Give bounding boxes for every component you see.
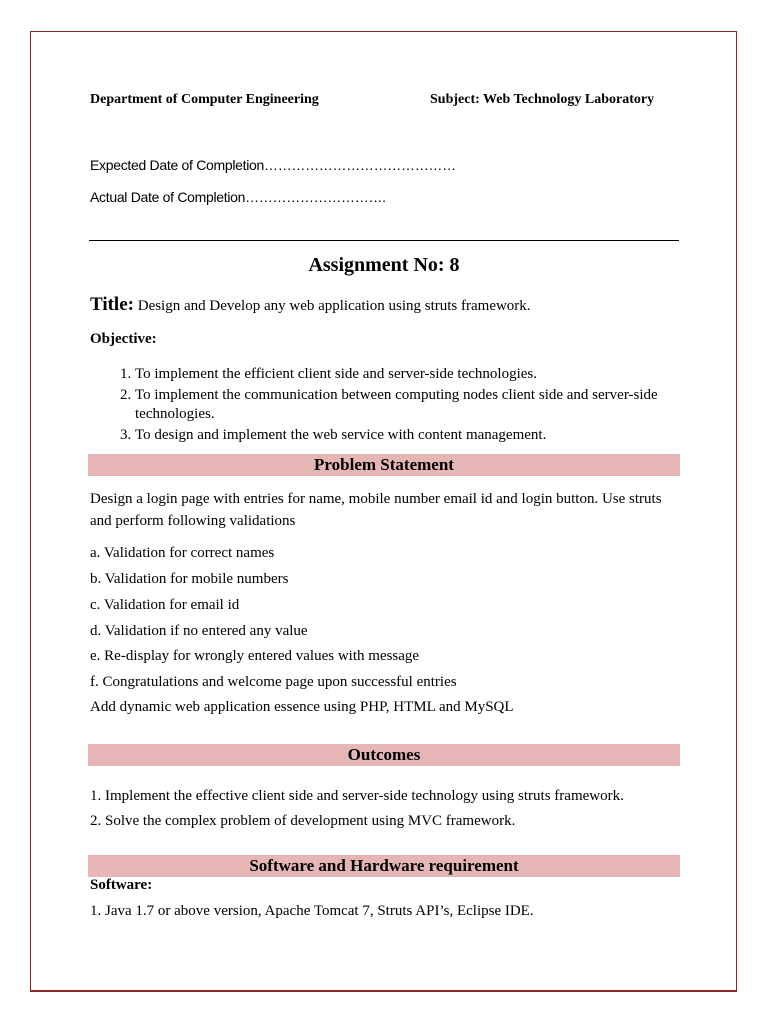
list-item: a. Validation for correct names: [90, 545, 275, 561]
problem-statement-heading: Problem Statement: [88, 454, 680, 476]
list-item: c. Validation for email id: [90, 597, 240, 613]
list-item: f. Congratulations and welcome page upon successful entries: [90, 674, 457, 690]
objective-list: [90, 365, 680, 446]
title-line: [90, 294, 531, 316]
problem-intro: Design a login page with entries for name, mobile number email id and login button. Use struts and perform following validations: [90, 491, 662, 529]
title-text: Design and Develop any web application using struts framework.: [133, 298, 531, 314]
list-item: Add dynamic web application essence using PHP, HTML and MySQL: [90, 699, 514, 715]
expected-date: Expected Date of Completion……………………………………: [90, 157, 456, 173]
assignment-number: Assignment No: 8: [308, 254, 460, 276]
list-item: b. Validation for mobile numbers: [90, 571, 289, 587]
actual-date: Actual Date of Completion………………………….: [90, 189, 386, 205]
horizontal-rule: [89, 240, 679, 241]
list-item: 1. To implement the efficient client side and server-side technologies.: [135, 365, 680, 385]
list-item: e. Re-display for wrongly entered values with message: [90, 648, 420, 664]
software-label: Software:: [90, 877, 153, 893]
title-label: Title:: [90, 294, 134, 315]
list-item: 1. Implement the effective client side and server-side technology using struts framework.: [90, 788, 624, 804]
department-header: Department of Computer Engineering: [90, 92, 319, 107]
outcomes-heading: Outcomes: [88, 744, 680, 766]
list-item: 1. Java 1.7 or above version, Apache Tomcat 7, Struts API’s, Eclipse IDE.: [90, 903, 534, 919]
list-item: 2. To implement the communication between computing nodes client side and server-side technologies.: [135, 386, 680, 425]
list-item: 3. To design and implement the web service with content management.: [135, 426, 680, 446]
list-item: d. Validation if no entered any value: [90, 623, 308, 639]
requirements-heading: Software and Hardware requirement: [88, 855, 680, 877]
subject-header: Subject: Web Technology Laboratory: [430, 92, 655, 107]
list-item: 2. Solve the complex problem of development using MVC framework.: [90, 813, 516, 829]
objective-heading: Objective:: [90, 331, 157, 347]
